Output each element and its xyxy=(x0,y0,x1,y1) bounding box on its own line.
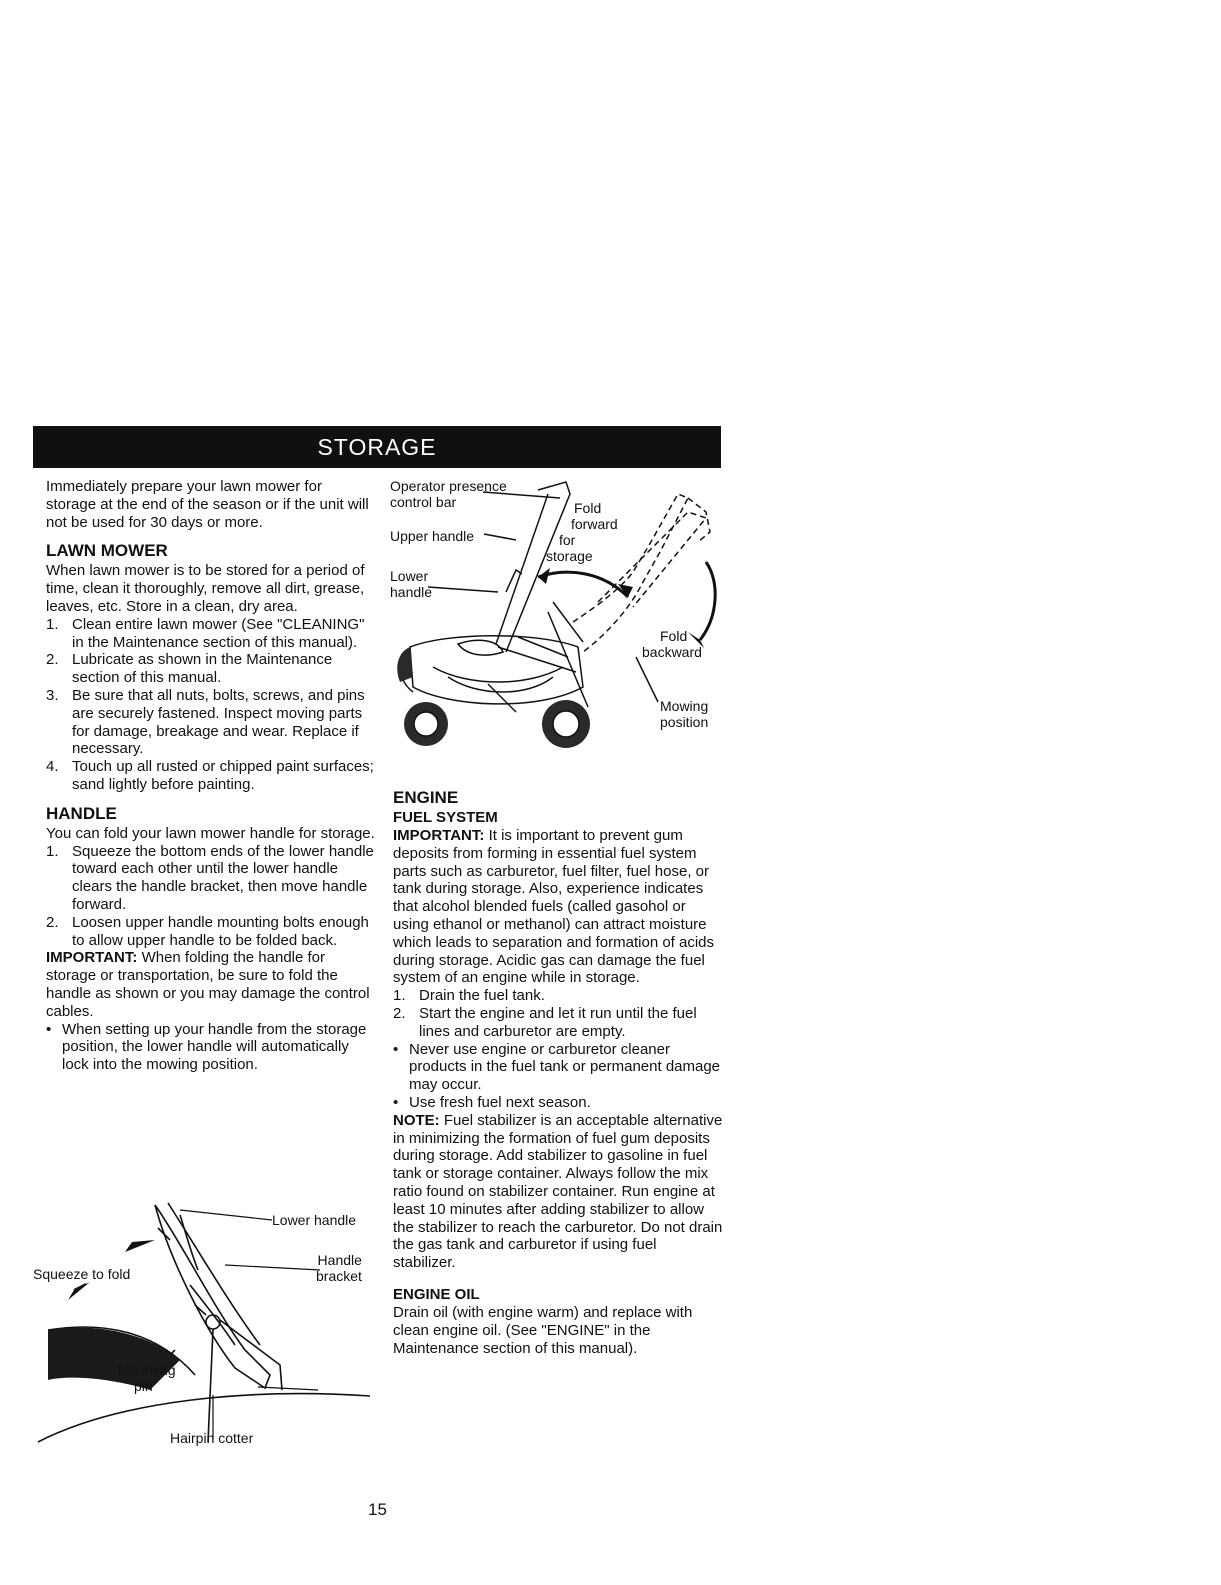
intro-text: Immediately prepare your lawn mower for storage at the end of the season or if the unit will not be used for 30 days or more. xyxy=(46,478,369,531)
fuel-bullets xyxy=(393,1041,723,1112)
list-item: • When setting up your handle from the storage position, the lower handle will automatically lock into the mowing position. xyxy=(46,1020,367,1074)
engine-oil-heading: ENGINE OIL xyxy=(393,1285,480,1303)
list-item: • Never use engine or carburetor cleaner products in the fuel tank or permanent damage may occur. xyxy=(393,1040,721,1094)
mower-fold-figure xyxy=(388,472,723,772)
handle-bullets xyxy=(46,1021,376,1074)
handle-steps xyxy=(46,843,376,950)
label-lower-handle: Lower handle xyxy=(272,1212,357,1228)
handle-important: IMPORTANT: When folding the handle for storage or transportation, be sure to fold the handle as shown or you may damage the control cables. xyxy=(46,949,370,1020)
handle-heading: HANDLE xyxy=(46,803,117,823)
label-handle-bracket: Handle bracket xyxy=(316,1252,362,1284)
fuel-note: NOTE: Fuel stabilizer is an acceptable alternative in minimizing the formation of fuel gum deposits during storage. Add stabilizer to gasoline in fuel tank or storage container. Always follow the mix ratio found on stabilizer container. Run engine at least 10 minutes after adding stabilizer to allow the stabilizer to reach the carburetor. Do not drain the gas tank and carburetor if using fuel stabilizer. xyxy=(393,1111,723,1272)
list-item: 1. Clean entire lawn mower (See "CLEANING" in the Maintenance section of this manual). xyxy=(46,615,365,651)
handle-text: You can fold your lawn mower handle for storage. xyxy=(46,824,375,842)
handle-diagram-drawing xyxy=(30,1200,380,1460)
right-column xyxy=(393,788,723,1357)
label-mounting-pin: Mounting pin xyxy=(118,1362,176,1394)
lawn-mower-text: When lawn mower is to be stored for a period of time, clean it thoroughly, remove all dirt, grease, leaves, etc. Store in a clean, dry area. xyxy=(46,562,365,615)
section-banner: STORAGE xyxy=(33,426,721,468)
fuel-important: IMPORTANT: It is important to prevent gum deposits from forming in essential fuel system parts such as carburetor, fuel filter, fuel hose, or tank during storage. Also, experience indicates that alcohol blended fuels (called gasohol or using ethanol or methanol) can attract moisture which leads to separation and formation of acids during storage. Acidic gas can damage the fuel system of an engine while in storage. xyxy=(393,827,715,987)
lawn-mower-steps xyxy=(46,616,376,794)
label-lower-handle: Lower handle xyxy=(390,568,433,600)
engine-heading: ENGINE xyxy=(393,788,459,807)
label-squeeze-to-fold: Squeeze to fold xyxy=(33,1266,131,1282)
list-item: 1. Squeeze the bottom ends of the lower handle toward each other until the lower handle clears the handle bracket, then move handle forward. xyxy=(46,842,374,913)
lawn-mower-heading: LAWN MOWER xyxy=(46,541,168,561)
label-operator-presence-control-bar: Operator presence control bar xyxy=(390,478,507,510)
label-fold-forward-for-storage: Fold forward for storage xyxy=(546,500,618,564)
engine-oil-text: Drain oil (with engine warm) and replace with clean engine oil. (See "ENGINE" in the Maintenance section of this manual). xyxy=(393,1303,693,1357)
list-item: 4. Touch up all rusted or chipped paint surfaces; sand lightly before painting. xyxy=(46,758,374,793)
left-column xyxy=(46,478,376,1074)
fuel-steps xyxy=(393,987,723,1040)
list-item: • Use fresh fuel next season. xyxy=(393,1093,591,1111)
label-mowing-position: Mowing position xyxy=(660,698,709,730)
list-item: 3. Be sure that all nuts, bolts, screws, and pins are securely fastened. Inspect moving parts for damage, breakage and wear. Replace if necessary. xyxy=(46,686,365,758)
handle-fold-figure xyxy=(30,1200,380,1460)
page-number: 15 xyxy=(368,1500,387,1519)
list-item: 1. Drain the fuel tank. xyxy=(393,987,545,1005)
label-fold-backward: Fold backward xyxy=(642,628,702,660)
list-item: 2. Loosen upper handle mounting bolts enough to allow upper handle to be folded back. xyxy=(46,913,369,949)
list-item: 2. Lubricate as shown in the Maintenance section of this manual. xyxy=(46,651,333,687)
list-item: 2. Start the engine and let it run until the fuel lines and carburetor are empty. xyxy=(393,1004,697,1040)
fuel-system-heading: FUEL SYSTEM xyxy=(393,809,498,826)
label-upper-handle: Upper handle xyxy=(390,528,475,544)
label-hairpin-cotter: Hairpin cotter xyxy=(170,1430,254,1446)
